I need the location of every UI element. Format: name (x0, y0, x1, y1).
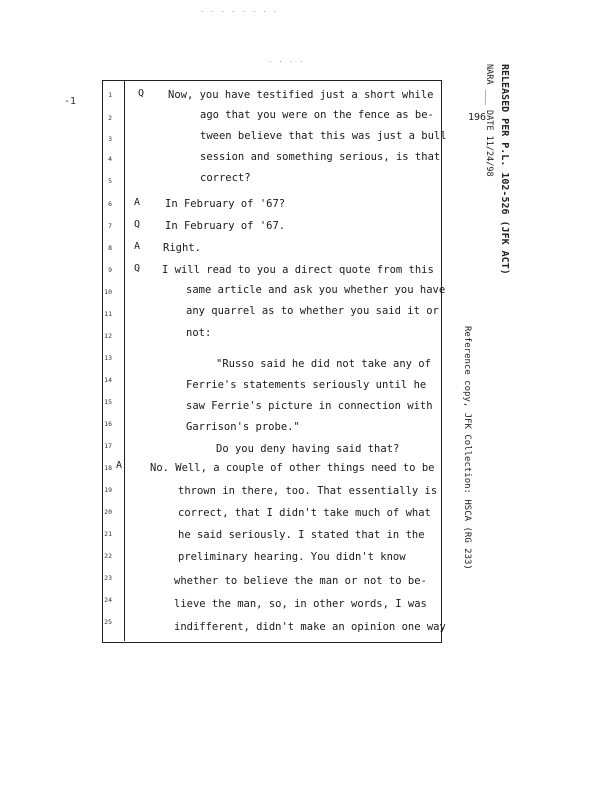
line-number: 2 (108, 114, 112, 122)
transcript-line: tween believe that this was just a bull (200, 130, 447, 142)
transcript-line: not: (186, 327, 212, 339)
transcript-line: thrown in there, too. That essentially is (178, 485, 438, 497)
line-number: 11 (104, 310, 112, 318)
transcript-line: correct, that I didn't take much of what (178, 507, 431, 519)
line-number: 20 (104, 508, 112, 516)
transcript-line: correct? (200, 172, 251, 184)
transcript-line: whether to believe the man or not to be- (174, 575, 427, 587)
released-stamp: RELEASED PER P.L. 102-526 (JFK ACT) (499, 64, 510, 275)
line-number: 5 (108, 177, 112, 185)
transcript-line: same article and ask you whether you have (186, 284, 446, 296)
transcript-line: he said seriously. I stated that in the (178, 529, 425, 541)
line-number: 24 (104, 596, 112, 604)
transcript-line: I will read to you a direct quote from this (162, 264, 434, 276)
transcript-line: Ferrie's statements seriously until he (186, 379, 427, 391)
line-number: 21 (104, 530, 112, 538)
line-number: 10 (104, 288, 112, 296)
line-number: 1 (108, 91, 112, 99)
line-number: 18 (104, 464, 112, 472)
line-number: 15 (104, 398, 112, 406)
line-number: 12 (104, 332, 112, 340)
speaker-label: A (116, 460, 123, 471)
released-stamp-2: NARA ___ DATE 11/24/98 (484, 64, 494, 177)
speaker-label: A (134, 241, 141, 252)
line-number: 25 (104, 618, 112, 626)
header-noise: . . . . . . . . (200, 6, 279, 14)
transcript-line: ago that you were on the fence as be- (200, 109, 434, 121)
transcript-line: session and something serious, is that (200, 151, 441, 163)
transcript-line: No. Well, a couple of other things need to be (150, 462, 435, 474)
transcript-line: Right. (163, 242, 201, 254)
line-number: 14 (104, 376, 112, 384)
line-number: 6 (108, 200, 112, 208)
transcript-line: Garrison's probe." (186, 421, 300, 433)
transcript-line: preliminary hearing. You didn't know (178, 551, 406, 563)
line-number: 23 (104, 574, 112, 582)
line-number: 4 (108, 155, 112, 163)
header-noise-2: . . . . (268, 56, 305, 64)
reference-stamp: Reference copy, JFK Collection: HSCA (RG 233) (462, 326, 472, 570)
transcript-line: In February of '67? (165, 198, 286, 210)
transcript-line: In February of '67. (165, 220, 286, 232)
margin-mark: -1 (64, 96, 77, 107)
speaker-label: Q (138, 88, 145, 99)
line-number: 19 (104, 486, 112, 494)
speaker-label: Q (134, 219, 141, 230)
line-number: 8 (108, 244, 112, 252)
line-number: 22 (104, 552, 112, 560)
transcript-line: "Russo said he did not take any of (216, 358, 431, 370)
transcript-line: saw Ferrie's picture in connection with (186, 400, 433, 412)
line-number: 3 (108, 135, 112, 143)
line-number: 9 (108, 266, 112, 274)
page-number: 196 (468, 112, 487, 123)
line-number: 13 (104, 354, 112, 362)
line-number: 16 (104, 420, 112, 428)
line-number: 7 (108, 222, 112, 230)
transcript-line: any quarrel as to whether you said it or (186, 305, 439, 317)
transcript-line: Do you deny having said that? (216, 443, 400, 455)
speaker-label: Q (134, 263, 141, 274)
transcript-line: Now, you have testified just a short while (168, 89, 434, 101)
frame-left-rule (124, 80, 125, 641)
transcript-line: lieve the man, so, in other words, I was (174, 598, 427, 610)
transcript-line: indifferent, didn't make an opinion one way (174, 621, 446, 633)
line-number: 17 (104, 442, 112, 450)
speaker-label: A (134, 197, 141, 208)
